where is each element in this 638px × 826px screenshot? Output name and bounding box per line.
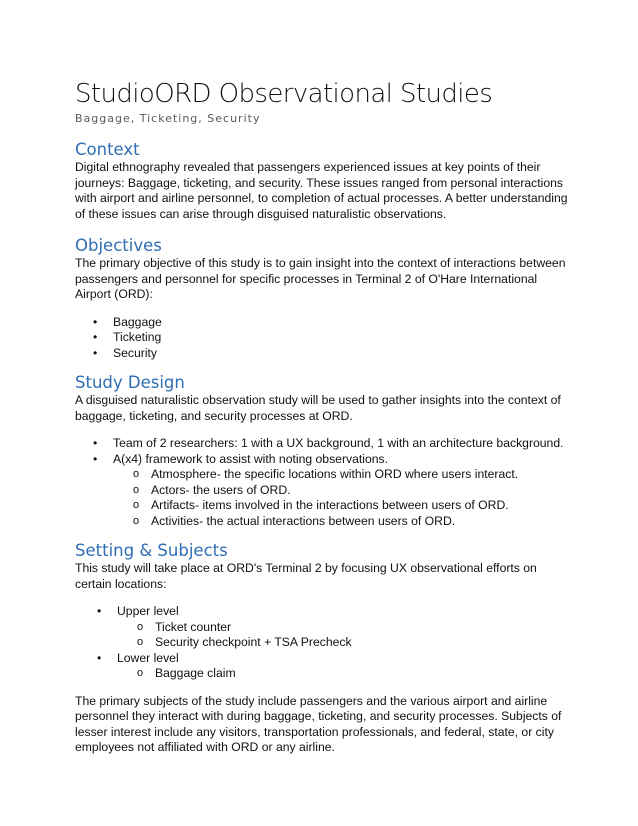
study-design-list bbox=[75, 436, 575, 529]
document-content bbox=[75, 78, 575, 756]
sub-list-item: o Security checkpoint + TSA Precheck bbox=[79, 635, 575, 651]
list-item-label: Upper level bbox=[117, 604, 179, 618]
context-paragraph: Digital ethnography revealed that passengers experienced issues at key points of their journeys: Baggage, ticketing, and security. These issues ranged from personal interactions with airport and airline personnel, to completion of actual processes. A better understanding of these issues can arise through disguised naturalistic observations. bbox=[75, 160, 568, 221]
objectives-list bbox=[75, 315, 575, 362]
list-item bbox=[75, 604, 575, 651]
closing-paragraph: The primary subjects of the study include passengers and the various airport and airline personnel they interact with during baggage, ticketing, and security processes. Subjects of lesser interest include any visitors, transportation professionals, and federal, state, or city employees not affiliated with ORD or any airline. bbox=[75, 693, 562, 754]
context-heading: Context bbox=[75, 140, 140, 159]
framework-sublist bbox=[113, 467, 575, 529]
locations-list bbox=[75, 604, 575, 682]
objectives-heading: Objectives bbox=[75, 236, 162, 255]
list-item bbox=[75, 651, 575, 682]
setting-heading: Setting & Subjects bbox=[75, 541, 228, 560]
sub-list-item: o Ticket counter bbox=[79, 620, 575, 636]
sub-list-item: o Artifacts- items involved in the interactions between users of ORD. bbox=[75, 498, 575, 514]
list-item: • Team of 2 researchers: 1 with a UX background, 1 with an architecture background. bbox=[75, 436, 575, 452]
upper-level-sublist bbox=[117, 620, 575, 651]
sub-list-item: o Atmosphere- the specific locations within ORD where users interact. bbox=[75, 467, 575, 483]
list-item: • Security bbox=[75, 346, 575, 362]
sub-list-item: o Actors- the users of ORD. bbox=[75, 483, 575, 499]
list-item-label: Lower level bbox=[117, 650, 179, 665]
objectives-paragraph: The primary objective of this study is to gain insight into the context of interactions between passengers and personnel for specific processes in Terminal 2 of O'Hare International Airport (ORD): bbox=[75, 256, 566, 301]
sub-list-item: o Activities- the actual interactions between users of ORD. bbox=[75, 514, 575, 530]
document-title: StudioORD Observational Studies bbox=[75, 79, 493, 109]
study-design-paragraph: A disguised naturalistic observation study will be used to gather insights into the context of baggage, ticketing, and security processes at ORD. bbox=[75, 393, 561, 423]
list-item-label: A(x4) framework to assist with noting observations. bbox=[113, 451, 389, 466]
list-item bbox=[75, 452, 575, 530]
list-item: • Baggage bbox=[75, 315, 575, 331]
study-design-heading: Study Design bbox=[75, 373, 185, 392]
sub-list-item: o Baggage claim bbox=[79, 666, 575, 682]
setting-paragraph: This study will take place at ORD's Terminal 2 by focusing UX observational efforts on certain locations: bbox=[75, 561, 537, 591]
lower-level-sublist bbox=[117, 666, 575, 682]
document-subtitle: Baggage, Ticketing, Security bbox=[75, 112, 261, 125]
list-item: • Ticketing bbox=[75, 330, 575, 346]
